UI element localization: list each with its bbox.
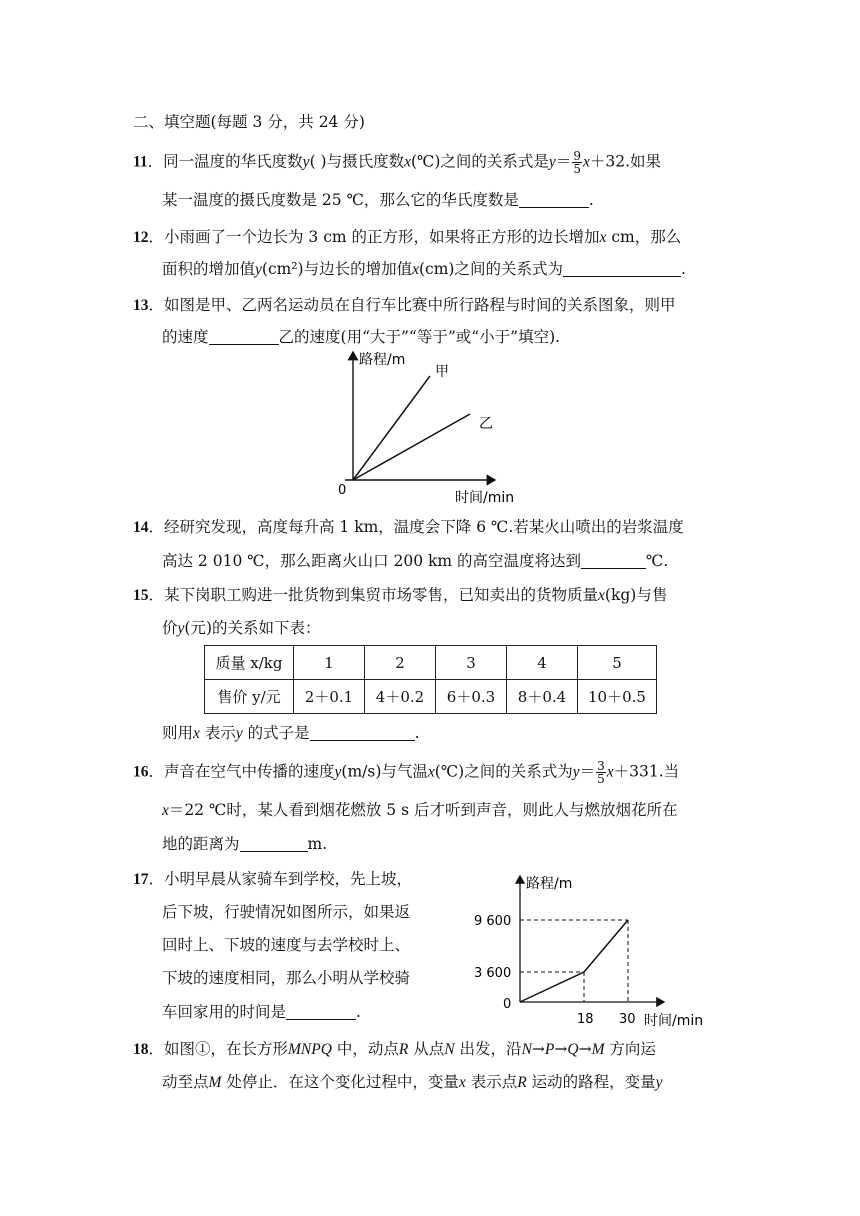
question-text: ＋331.当 bbox=[613, 762, 680, 781]
question-16 bbox=[133, 760, 679, 785]
answer-blank[interactable] bbox=[563, 260, 681, 277]
y-axis-label: 路程/m bbox=[359, 352, 406, 368]
commute-graph bbox=[468, 870, 718, 1030]
table-cell: 2 bbox=[365, 646, 436, 680]
question-text: 出发，沿 bbox=[454, 1040, 522, 1058]
question-17-line-3: 回时上、下坡的速度与去学校时上、 bbox=[162, 936, 411, 954]
question-17-line-2: 后下坡，行驶情况如图所示，如果返 bbox=[162, 903, 411, 921]
table-row bbox=[205, 680, 657, 714]
arrow: → bbox=[554, 1040, 568, 1058]
question-text: 某一温度的摄氏度数是 25 ℃，那么它的华氏度数是 bbox=[162, 191, 519, 209]
price-table bbox=[204, 645, 657, 714]
question-18 bbox=[133, 1038, 656, 1061]
question-11 bbox=[133, 150, 661, 175]
fraction-denominator: 5 bbox=[597, 772, 605, 786]
table-row bbox=[205, 646, 657, 680]
question-number: 13 bbox=[133, 297, 149, 314]
question-text: 处停止．在这个变化过程中，变量 bbox=[221, 1073, 459, 1091]
question-text: 的速度 bbox=[162, 328, 209, 346]
variable: M bbox=[208, 1074, 222, 1091]
question-number: 16 bbox=[133, 763, 149, 781]
question-number: 14 bbox=[133, 519, 149, 536]
equals-sign: ＝ bbox=[555, 152, 572, 171]
y-axis-label: 路程/m bbox=[526, 876, 573, 892]
question-text: 乙的速度(用“大于”“等于”或“小于”填空). bbox=[278, 328, 561, 346]
period: . bbox=[356, 1003, 361, 1021]
fraction-numerator: 3 bbox=[597, 759, 605, 773]
y-tick-label: 3 600 bbox=[474, 966, 512, 981]
period: . bbox=[414, 724, 420, 742]
question-number: 18 bbox=[133, 1041, 149, 1058]
line-jia-label: 甲 bbox=[435, 364, 449, 380]
question-text: ( )与摄氏度数 bbox=[309, 152, 405, 171]
section-title: 二、填空题(每题 3 分，共 24 分) bbox=[133, 113, 365, 131]
question-text: 动至点 bbox=[162, 1073, 209, 1091]
x-tick-label: 18 bbox=[577, 1012, 594, 1027]
variable: x bbox=[582, 153, 590, 171]
answer-blank[interactable] bbox=[286, 1003, 356, 1020]
variable: y bbox=[255, 261, 262, 278]
question-18-line-2 bbox=[162, 1071, 663, 1094]
question-number: 15 bbox=[133, 587, 149, 604]
question-text: ．经研究发现，高度每升高 1 km，温度会下降 6 ℃.若某火山喷出的岩浆温度 bbox=[148, 518, 684, 536]
question-number: 11 bbox=[133, 153, 148, 171]
question-12-line-2 bbox=[162, 258, 686, 281]
table-header-cell: 售价 y/元 bbox=[205, 680, 294, 714]
table-cell: 3 bbox=[436, 646, 507, 680]
table-cell: 4＋0.2 bbox=[365, 680, 436, 714]
fraction bbox=[572, 150, 582, 175]
line-jia bbox=[353, 376, 430, 480]
question-number: 17 bbox=[133, 871, 149, 888]
arrow: → bbox=[531, 1040, 545, 1058]
question-14-line-2 bbox=[162, 550, 668, 572]
question-text: 地的距离为 bbox=[162, 835, 240, 853]
question-17-line-5 bbox=[162, 1001, 361, 1023]
variable: y bbox=[334, 763, 342, 781]
table-cell: 2＋0.1 bbox=[294, 680, 365, 714]
answer-blank[interactable] bbox=[209, 328, 279, 345]
question-16-line-3 bbox=[162, 833, 327, 855]
variable: y bbox=[235, 725, 243, 742]
question-17-line-4: 下坡的速度相同，那么小明从学校骑 bbox=[162, 969, 411, 987]
table-cell: 1 bbox=[294, 646, 365, 680]
variable: x bbox=[458, 1074, 466, 1091]
x-axis-label: 时间/min bbox=[455, 490, 515, 506]
question-text: (kg)与售 bbox=[604, 586, 668, 604]
variable: x bbox=[404, 153, 411, 171]
variable: x bbox=[193, 725, 200, 742]
question-13 bbox=[133, 294, 676, 317]
x-axis-label: 时间/min bbox=[644, 1013, 704, 1029]
table-header-cell: 质量 x/kg bbox=[205, 646, 294, 680]
question-text: (m/s)与气温 bbox=[341, 762, 428, 781]
x-tick-label: 30 bbox=[619, 1012, 636, 1027]
variable: Q bbox=[567, 1041, 579, 1058]
question-text: 从点 bbox=[408, 1040, 445, 1058]
question-text: 表示点 bbox=[465, 1073, 518, 1091]
question-text: m. bbox=[307, 835, 328, 853]
table-cell: 5 bbox=[578, 646, 657, 680]
variable: x bbox=[427, 763, 435, 781]
question-text: ℃. bbox=[646, 552, 669, 570]
question-text: ．声音在空气中传播的速度 bbox=[148, 762, 335, 781]
question-text: 价 bbox=[162, 619, 178, 637]
table-cell: 8＋0.4 bbox=[507, 680, 578, 714]
question-text: 车回家用的时间是 bbox=[162, 1003, 287, 1021]
question-text: 方向运 bbox=[604, 1040, 656, 1058]
question-text: 表示 bbox=[199, 724, 236, 742]
question-17 bbox=[133, 868, 412, 891]
question-text: (cm)之间的关系式为 bbox=[418, 260, 563, 278]
question-text: ．如图是甲、乙两名运动员在自行车比赛中所行路程与时间的关系图象，则甲 bbox=[148, 296, 676, 314]
variable: N bbox=[521, 1041, 532, 1058]
question-text: ．同一温度的华氏度数 bbox=[147, 152, 303, 171]
question-text: (cm²)与边长的增加值 bbox=[261, 260, 413, 278]
fraction bbox=[596, 760, 606, 785]
origin-label: 0 bbox=[503, 997, 512, 1012]
question-15 bbox=[133, 584, 667, 607]
question-text: 则用 bbox=[162, 724, 194, 742]
variable: x bbox=[412, 261, 419, 278]
variable: x bbox=[598, 587, 605, 604]
variable: y bbox=[302, 153, 310, 171]
variable: P bbox=[544, 1041, 555, 1058]
variable: x bbox=[162, 802, 169, 819]
period: . bbox=[588, 191, 594, 209]
variable: y bbox=[548, 153, 556, 171]
question-13-line-2 bbox=[162, 326, 560, 348]
question-15-line-2 bbox=[162, 617, 321, 640]
question-15-line-3 bbox=[162, 722, 420, 745]
question-text: 面积的增加值 bbox=[162, 260, 256, 278]
equals-sign: ＝ bbox=[579, 762, 596, 781]
answer-blank[interactable] bbox=[240, 835, 308, 852]
table-cell: 10＋0.5 bbox=[578, 680, 657, 714]
period: . bbox=[680, 260, 686, 278]
answer-blank[interactable] bbox=[581, 552, 646, 569]
question-text: cm，那么 bbox=[606, 228, 682, 246]
question-text: ．小明早晨从家骑车到学校，先上坡， bbox=[148, 870, 413, 888]
variable: x bbox=[606, 763, 614, 781]
question-text: 中，动点 bbox=[331, 1040, 399, 1058]
origin-label: 0 bbox=[338, 483, 347, 498]
line-yi bbox=[353, 414, 470, 480]
question-text: (℃)之间的关系式是 bbox=[410, 152, 549, 171]
question-text: (元)的关系如下表： bbox=[184, 619, 321, 637]
question-text: (℃)之间的关系式为 bbox=[434, 762, 573, 781]
question-text: 运动的路程，变量 bbox=[526, 1073, 656, 1091]
question-text: 的式子是 bbox=[242, 724, 310, 742]
variable: y bbox=[655, 1074, 663, 1091]
variable: y bbox=[177, 620, 185, 637]
table-cell: 4 bbox=[507, 646, 578, 680]
variable: x bbox=[599, 229, 607, 246]
question-11-line-2 bbox=[162, 189, 594, 211]
variable: R bbox=[517, 1074, 527, 1091]
question-number: 12 bbox=[133, 229, 149, 246]
y-tick-label: 9 600 bbox=[474, 914, 512, 929]
table-cell: 6＋0.3 bbox=[436, 680, 507, 714]
variable: y bbox=[572, 763, 580, 781]
question-text: ．如图①，在长方形 bbox=[148, 1040, 289, 1058]
question-text: ＝22 ℃时，某人看到烟花燃放 5 s 后才听到声音，则此人与燃放烟花所在 bbox=[168, 801, 678, 819]
question-16-line-2 bbox=[162, 799, 677, 822]
answer-blank[interactable] bbox=[310, 724, 415, 741]
variable: N bbox=[444, 1041, 455, 1058]
variable: MNPQ bbox=[288, 1041, 332, 1058]
arrow: → bbox=[578, 1040, 592, 1058]
question-text: ．小雨画了一个边长为 3 cm 的正方形，如果将正方形的边长增加 bbox=[148, 228, 600, 246]
variable: R bbox=[398, 1041, 409, 1058]
question-12 bbox=[133, 226, 681, 249]
question-text: ．某下岗职工购进一批货物到集贸市场零售，已知卖出的货物质量 bbox=[148, 586, 599, 604]
distance-line bbox=[520, 920, 628, 1002]
fraction-denominator: 5 bbox=[573, 162, 581, 176]
answer-blank[interactable] bbox=[519, 191, 589, 208]
question-14 bbox=[133, 516, 684, 539]
fraction-numerator: 9 bbox=[573, 149, 581, 163]
variable: M bbox=[591, 1041, 605, 1058]
question-text: 高达 2 010 ℃，那么距离火山口 200 km 的高空温度将达到 bbox=[162, 552, 582, 570]
line-yi-label: 乙 bbox=[479, 416, 493, 432]
question-text: ＋32.如果 bbox=[589, 152, 662, 171]
speed-graph bbox=[325, 346, 515, 506]
